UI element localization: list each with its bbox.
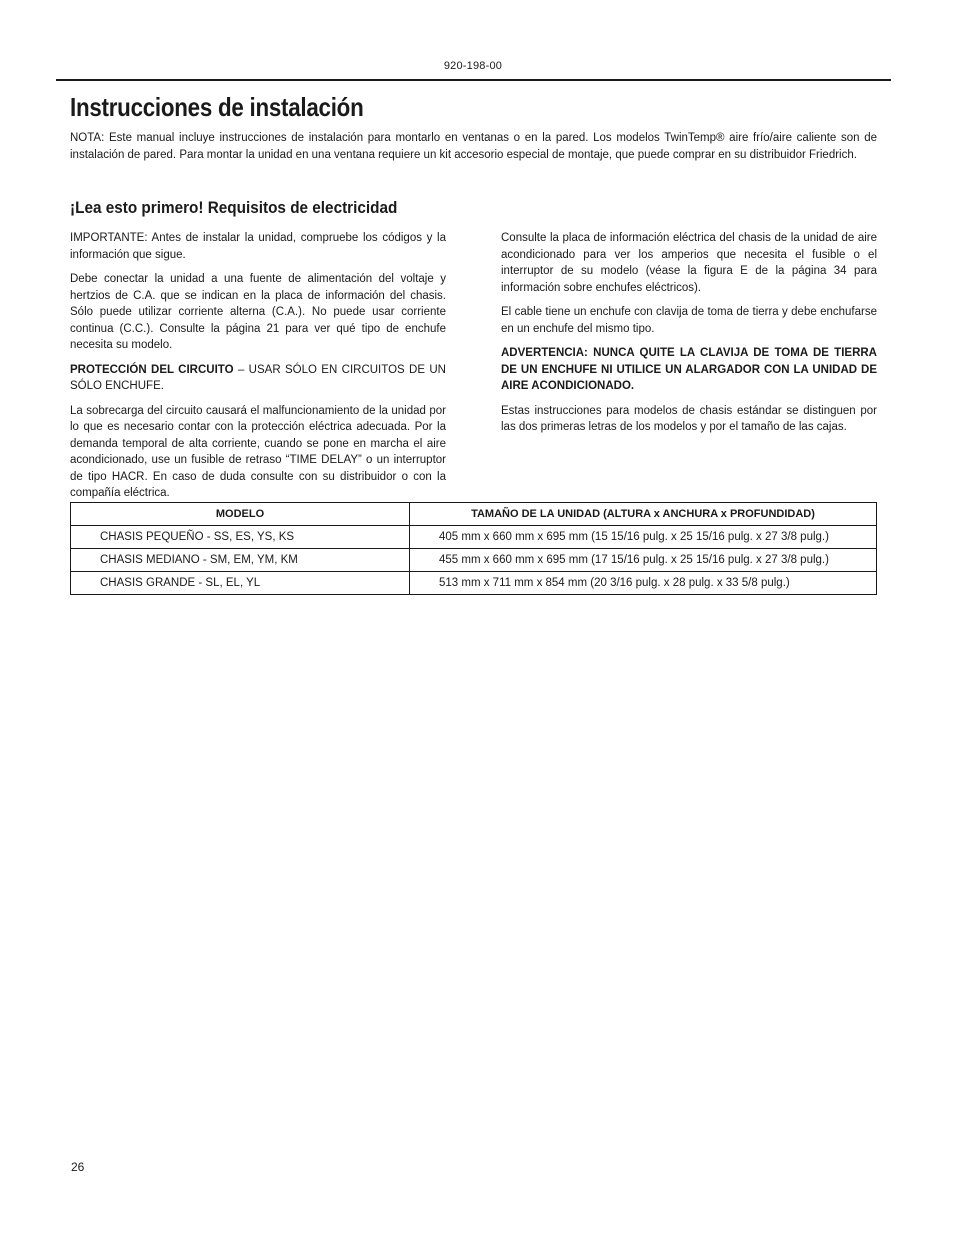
section-heading: ¡Lea esto primero! Requisitos de electricidad (70, 198, 398, 217)
circuit-protection-label: PROTECCIÓN DEL CIRCUITO (70, 363, 234, 376)
header-rule (56, 79, 891, 81)
power-supply-paragraph: Debe conectar la unidad a una fuente de alimentación del voltaje y hertzios de C.A. que se indican en la placa de información del chasis. Sólo puede utilizar corriente alterna (C.A.). No puede usar corriente continua (C.C.). Consulte la página 21 para ver qué tipo de enchufe necesita su modelo. (70, 273, 446, 351)
table-row (71, 549, 877, 572)
page-number: 26 (71, 1160, 85, 1174)
table-cell-model: CHASIS GRANDE - SL, EL, YL (71, 572, 410, 595)
table-header-size: TAMAÑO DE LA UNIDAD (ALTURA x ANCHURA x PROFUNDIDAD) (410, 503, 877, 526)
table-cell-model: CHASIS MEDIANO - SM, EM, YM, KM (71, 549, 410, 572)
rating-plate-paragraph: Consulte la placa de información eléctrica del chasis de la unidad de aire acondicionado para ver los amperios que necesita el fusible o el interruptor de su modelo (véase la figura E de la página 34 para información sobre enchufes eléctricos). (501, 232, 877, 294)
chassis-models-paragraph: Estas instrucciones para modelos de chasis estándar se distinguen por las dos primeras letras de los modelos y por el tamaño de las cajas. (501, 404, 877, 433)
warning-paragraph: ADVERTENCIA: NUNCA QUITE LA CLAVIJA DE TOMA DE TIERRA DE UN ENCHUFE NI UTILICE UN ALARGADOR CON LA UNIDAD DE AIRE ACONDICIONADO. (501, 347, 877, 392)
important-paragraph: IMPORTANTE: Antes de instalar la unidad, compruebe los códigos y la información que sigue. (70, 232, 446, 261)
circuit-protection-paragraph (70, 362, 446, 395)
document-number: 920-198-00 (443, 60, 503, 72)
chassis-size-table (70, 502, 877, 595)
table-cell-size: 455 mm x 660 mm x 695 mm (17 15/16 pulg. x 25 15/16 pulg. x 27 3/8 pulg.) (410, 549, 877, 572)
overload-paragraph: La sobrecarga del circuito causará el malfuncionamiento de la unidad por lo que es necesario contar con la protección eléctrica adecuada. Por la demanda temporal de alta corriente, cuando se pone en marcha el aire acondicionado, use un fusible de retraso “TIME DELAY” o un interruptor de tipo HACR. En caso de duda consulte con su distribuidor o con la compañía eléctrica. (70, 404, 446, 499)
table-header-model: MODELO (71, 503, 410, 526)
left-column (70, 230, 446, 510)
table-cell-size: 513 mm x 711 mm x 854 mm (20 3/16 pulg. x 28 pulg. x 33 5/8 pulg.) (410, 572, 877, 595)
table-cell-size: 405 mm x 660 mm x 695 mm (15 15/16 pulg. x 25 15/16 pulg. x 27 3/8 pulg.) (410, 526, 877, 549)
table-row (71, 572, 877, 595)
grounded-plug-paragraph: El cable tiene un enchufe con clavija de toma de tierra y debe enchufarse en un enchufe del mismo tipo. (501, 306, 877, 335)
installation-note: NOTA: Este manual incluye instrucciones de instalación para montarlo en ventanas o en la pared. Los modelos TwinTemp® aire frío/aire caliente son de instalación de pared. Para montar la unidad en una ventana requiere un kit accesorio especial de montaje, que puede comprar en su distribuidor Friedrich. (70, 132, 877, 161)
page-title: Instrucciones de instalación (70, 92, 364, 122)
right-column (501, 230, 877, 444)
table-header-row (71, 503, 877, 526)
circuit-protection-text: – USAR SÓLO EN CIRCUITOS DE UN SÓLO ENCHUFE. (70, 363, 446, 392)
table-row (71, 526, 877, 549)
table-cell-model: CHASIS PEQUEÑO - SS, ES, YS, KS (71, 526, 410, 549)
